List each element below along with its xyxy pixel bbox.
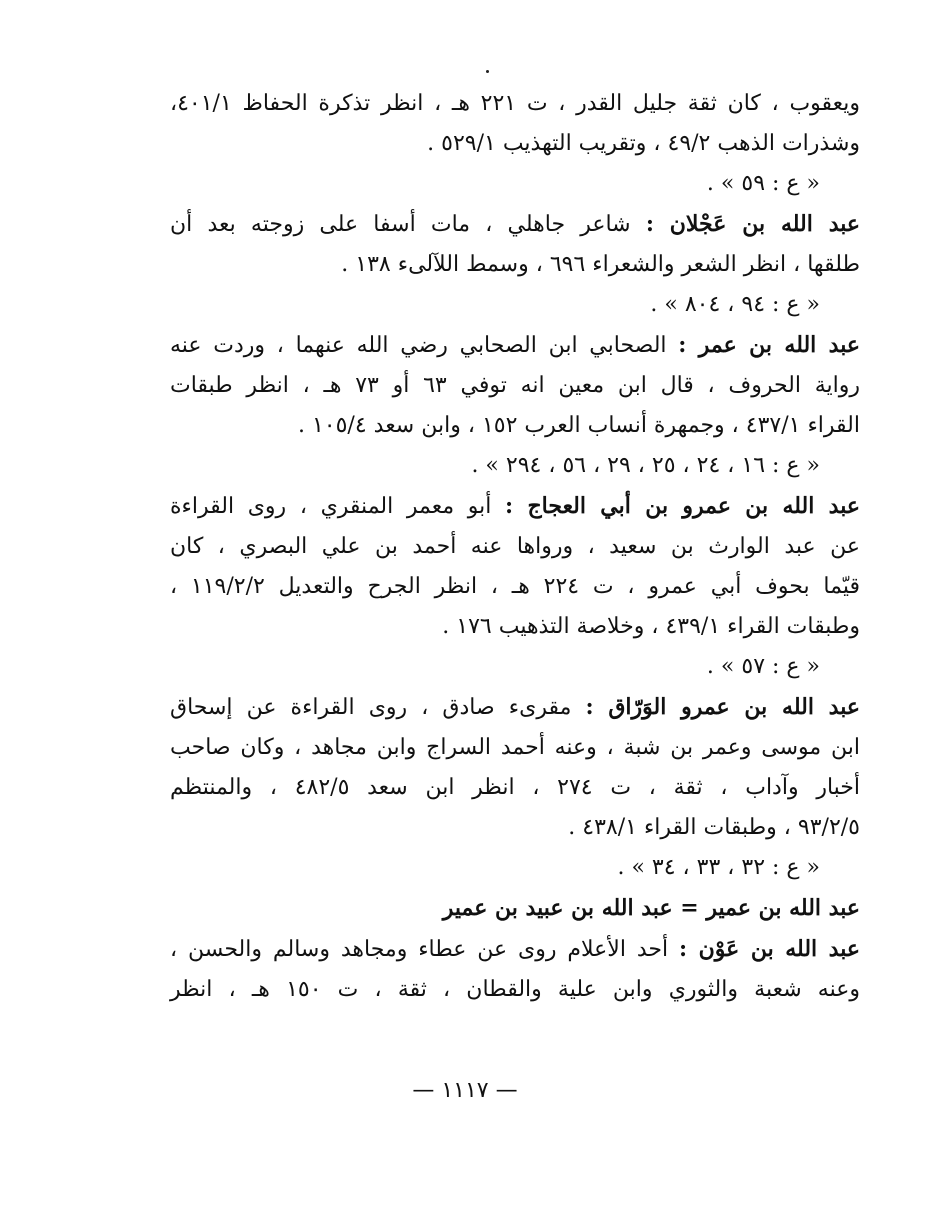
text-line: وعنه شعبة والثوري وابن علية والقطان ، ثقة ، ت ١٥٠ هـ ، انظر [170,977,860,1002]
reference-line: « ع : ٥٩ » . [706,171,820,196]
text-line: رواية الحروف ، قال ابن معين انه توفي ٦٣ أو ٧٣ هـ ، انظر طبقات [170,373,860,398]
entry-text: أحد الأعلام روى عن عطاء ومجاهد وسالم والحسن ، [170,937,679,962]
text-line: عن عبد الوارث بن سعيد ، ورواها عنه أحمد بن علي البصري ، كان [170,534,860,559]
entry-name: عبد الله بن عمرو الوَرّاق : [585,694,860,720]
reference-line: « ع : ١٦ ، ٢٤ ، ٢٥ ، ٢٩ ، ٥٦ ، ٢٩٤ » . [471,453,820,478]
text-body [170,84,860,1010]
entry-heading-line [170,929,860,970]
text-line: ابن موسى وعمر بن شبة ، وعنه أحمد السراج وابن مجاهد ، وكان صاحب [170,735,860,760]
reference-line: « ع : ٥٧ » . [706,654,820,679]
text-line: وشذرات الذهب ٤٩/٢ ، وتقريب التهذيب ٥٢٩/١ . [427,131,860,156]
reference-line: « ع : ٩٤ ، ٨٠٤ » . [650,292,820,317]
entry-name: عبد الله بن عمير = عبد الله بن عبيد بن عمير [442,895,860,921]
reference-line: « ع : ٣٢ ، ٣٣ ، ٣٤ » . [617,855,820,880]
text-line: وطبقات القراء ٤٣٩/١ ، وخلاصة التذهيب ١٧٦ . [442,614,860,639]
entry-text: الصحابي ابن الصحابي رضي الله عنهما ، وردت عنه [170,333,679,358]
entry-heading-line [170,204,860,245]
text-line: ويعقوب ، كان ثقة جليل القدر ، ت ٢٢١ هـ ، انظر تذكرة الحفاظ ٤٠١/١، [170,91,861,116]
text-line: القراء ٤٣٧/١ ، وجمهرة أنساب العرب ١٥٢ ، وابن سعد ١٠٥/٤ . [297,413,860,438]
entry-name: عبد الله بن عَوْن : [678,936,861,962]
entry-heading-line [170,325,860,366]
text-line: ٩٣/٢/٥ ، وطبقات القراء ٤٣٨/١ . [568,815,860,840]
entry-heading-line [170,888,860,929]
page-number: — ١١١٧ — [412,1078,518,1103]
entry-name: عبد الله بن عمرو بن أبي العجاج : [505,493,860,519]
entry-name: عبد الله بن عمر : [678,332,860,358]
entry-text: أبو معمر المنقري ، روى القراءة [170,494,506,519]
entry-heading-line [170,486,860,527]
scan-speck [486,70,489,73]
entry-name: عبد الله بن عَجْلان : [645,211,861,237]
entry-text: شاعر جاهلي ، مات أسفا على زوجته بعد أن [170,212,646,237]
text-line: طلقها ، انظر الشعر والشعراء ٦٩٦ ، وسمط اللآلىء ١٣٨ . [341,252,860,277]
entry-heading-line [170,687,860,728]
entry-text: مقرىء صادق ، روى القراءة عن إسحاق [170,695,586,720]
text-line: قيّما بحوف أبي عمرو ، ت ٢٢٤ هـ ، انظر الجرح والتعديل ١١٩/٢/٢ ، [170,574,860,599]
text-line: أخبار وآداب ، ثقة ، ت ٢٧٤ ، انظر ابن سعد ٤٨٢/٥ ، والمنتظم [170,775,860,800]
